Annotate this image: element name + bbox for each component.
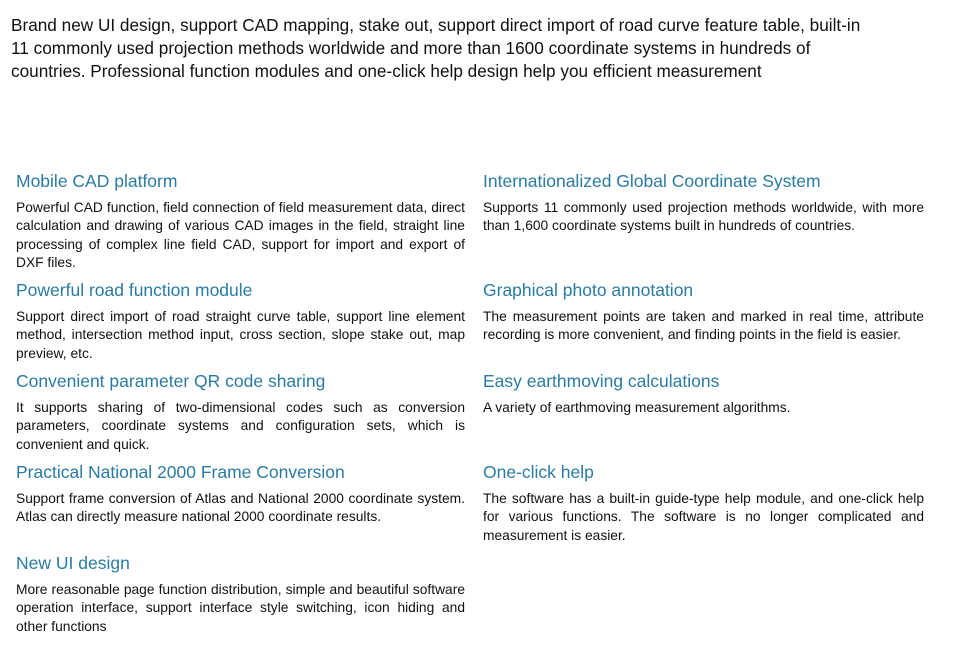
feature-title: Practical National 2000 Frame Conversion xyxy=(16,462,345,482)
feature-road-function xyxy=(16,279,465,363)
feature-earthmoving xyxy=(483,370,924,417)
feature-description: It supports sharing of two-dimensional codes such as conversion parameters, coordinate systems and configuration sets, which is convenient and quick. xyxy=(16,400,465,452)
feature-photo-annotation xyxy=(483,279,924,345)
feature-title: Convenient parameter QR code sharing xyxy=(16,371,326,391)
feature-qr-sharing xyxy=(16,370,465,454)
feature-title: One-click help xyxy=(483,462,594,482)
feature-global-coordinate xyxy=(483,170,924,236)
feature-description: More reasonable page function distribution, simple and beautiful software operation interface, support interface style switching, icon hiding and other functions xyxy=(16,582,465,634)
feature-mobile-cad xyxy=(16,170,465,273)
feature-title: Easy earthmoving calculations xyxy=(483,371,720,391)
feature-frame-conversion xyxy=(16,461,465,527)
feature-description: Support direct import of road straight curve table, support line element method, intersection method input, cross section, slope stake out, map preview, etc. xyxy=(16,309,465,361)
feature-title: Internationalized Global Coordinate System xyxy=(483,171,821,191)
feature-new-ui xyxy=(16,552,465,636)
feature-one-click-help xyxy=(483,461,924,545)
feature-title: Graphical photo annotation xyxy=(483,280,694,300)
feature-title: Mobile CAD platform xyxy=(16,171,178,191)
feature-description: Powerful CAD function, field connection of field measurement data, direct calculation and drawing of various CAD images in the field, straight line processing of complex line field CAD, support for import and export of DXF files. xyxy=(16,200,465,271)
feature-description: Supports 11 commonly used projection methods worldwide, with more than 1,600 coordinate systems built in hundreds of countries. xyxy=(483,200,924,234)
feature-description: Support frame conversion of Atlas and National 2000 coordinate system. Atlas can directly measure national 2000 coordinate results. xyxy=(16,491,465,525)
feature-description: A variety of earthmoving measurement algorithms. xyxy=(483,400,791,415)
intro-paragraph: Brand new UI design, support CAD mapping, stake out, support direct import of road curve feature table, built-in 11 commonly used projection methods worldwide and more than 1600 coordinate systems in hundreds of countries. Professional function modules and one-click help design help you efficient measurement xyxy=(11,15,861,81)
feature-title: Powerful road function module xyxy=(16,280,253,300)
feature-description: The software has a built-in guide-type help module, and one-click help for various functions. The software is no longer complicated and measurement is easier. xyxy=(483,491,924,543)
feature-title: New UI design xyxy=(16,553,130,573)
feature-description: The measurement points are taken and marked in real time, attribute recording is more convenient, and finding points in the field is easier. xyxy=(483,309,924,343)
